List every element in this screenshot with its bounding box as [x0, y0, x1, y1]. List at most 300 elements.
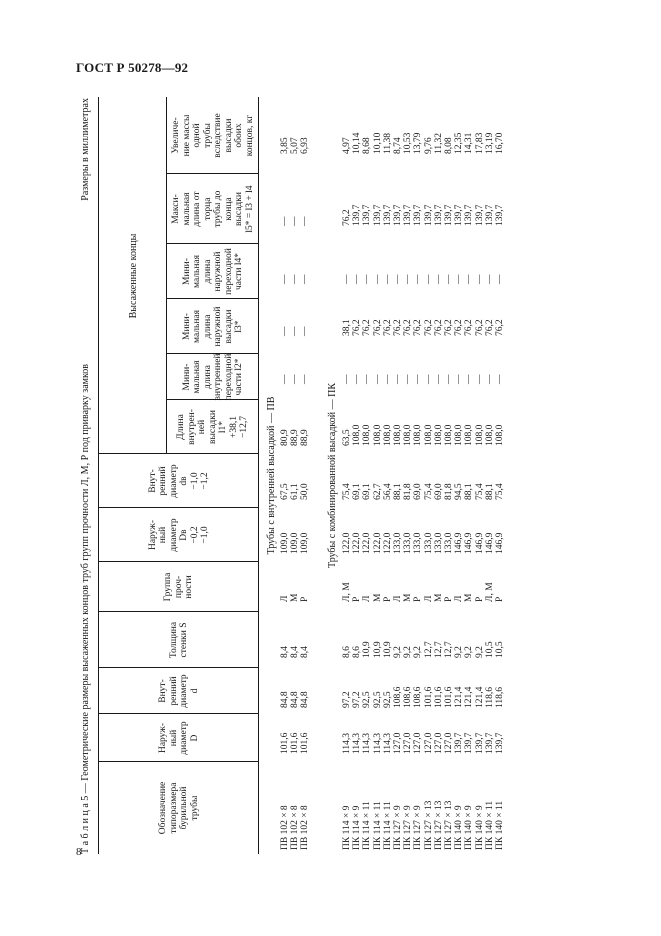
header-line: наружной [213, 306, 223, 347]
header-line: высадки [223, 118, 234, 153]
cell-mass-increase: 10,10 [372, 132, 383, 154]
cell-min-outer-transition: — [300, 274, 311, 284]
table-caption: Т а б л и ц а 5 — Геометрические размеры высаженных концов труб групп прочности Л, М, Р под приварку замков [80, 363, 91, 854]
cell-min-inner-transition: — [474, 374, 485, 384]
header-line: Мини- [181, 313, 192, 340]
cell-upset-outer: 122,0 [372, 532, 383, 554]
upset-ends-group-header: Высаженные концы [127, 233, 139, 319]
cell-min-outer-transition: — [495, 274, 505, 284]
cell-max-len: 139,7 [382, 204, 393, 226]
cell-group: М [372, 593, 383, 602]
cell-inner-d: 84,8 [280, 691, 290, 708]
cell-min-inner-transition: — [352, 374, 363, 384]
header-line: Макси- [171, 194, 181, 224]
header-line: высадки [207, 410, 218, 444]
cell-outer-d: 101,6 [300, 732, 311, 754]
table-row [413, 97, 423, 854]
cell-max-len: 139,7 [393, 204, 403, 226]
cell-min-outer-transition: — [423, 274, 434, 284]
cell-inner-d: 108,6 [403, 686, 414, 708]
header-line: торца [202, 197, 213, 221]
cell-wall: 8,6 [342, 646, 352, 658]
cell-wall: 10,9 [382, 641, 393, 658]
cell-wall: 9,2 [474, 646, 485, 658]
cell-upset-inner: 69,0 [433, 483, 444, 500]
cell-designation: ПВ 102 × 8 [300, 805, 311, 850]
cell-wall: 9,2 [464, 646, 475, 658]
cell-min-outer-transition: — [352, 274, 363, 284]
cell-designation: ПК 127 × 13 [423, 800, 434, 850]
cell-wall: 8,4 [280, 646, 290, 658]
cell-min-outer-upset: 76,2 [362, 319, 373, 336]
header-line: переходной [223, 248, 234, 295]
header-line: Наруж- [147, 519, 158, 551]
cell-group: Л [280, 595, 290, 602]
cell-upset-inner: 69,1 [352, 483, 363, 500]
header-line: ренний [158, 466, 168, 496]
cell-inner-d: 121,4 [454, 686, 465, 708]
cell-min-inner-transition: — [372, 374, 383, 384]
rotated-table-frame [80, 97, 600, 854]
cell-inner-len: 108,0 [464, 424, 475, 446]
header-line: l3* [234, 320, 244, 333]
cell-upset-inner: 81,8 [403, 483, 414, 500]
cell-inner-d: 118,6 [495, 686, 505, 708]
cell-inner-d: 101,6 [444, 686, 454, 708]
table-row [403, 97, 413, 854]
header-line: высадки [234, 192, 244, 226]
cell-group: Л [393, 595, 403, 602]
cell-upset-inner: 75,4 [342, 483, 352, 500]
cell-inner-d: 97,2 [352, 691, 363, 708]
cell-min-outer-upset: 76,2 [372, 319, 383, 336]
cell-upset-outer: 109,0 [280, 532, 290, 554]
cell-group: М [290, 593, 301, 602]
header-line: трубы до [213, 190, 223, 228]
cell-max-len: 139,7 [464, 204, 475, 226]
cell-mass-increase: 8,08 [444, 137, 454, 154]
table-row [454, 97, 464, 854]
table-row [424, 97, 434, 854]
cell-min-outer-upset: — [280, 326, 290, 336]
header-line: Внут- [147, 469, 158, 493]
header-line: диаметр [179, 674, 189, 708]
cell-wall: 12,7 [444, 641, 454, 658]
cell-outer-d: 139,7 [474, 732, 485, 754]
cell-min-outer-transition: — [290, 274, 301, 284]
cell-outer-d: 114,3 [382, 732, 393, 754]
cell-group: Р [413, 596, 424, 602]
cell-min-inner-transition: — [484, 374, 495, 384]
header-line: части l2* [234, 358, 244, 396]
header-line: трубы [189, 795, 200, 821]
cell-designation: ПК 140 × 11 [484, 800, 495, 850]
header-wall [100, 612, 258, 668]
cell-upset-outer: 133,0 [403, 532, 414, 554]
cell-inner-d: 121,4 [464, 686, 475, 708]
header-line: длина [202, 259, 213, 284]
header-line: бурильной [179, 786, 189, 830]
cell-min-outer-upset: — [290, 326, 301, 336]
table-row [373, 97, 383, 854]
header-line: Группа [163, 572, 174, 602]
page-number: 8 [76, 846, 82, 858]
cell-max-len: — [290, 216, 301, 226]
units-note: Размеры в миллиметрах [80, 98, 91, 201]
cell-outer-d: 127,0 [393, 732, 403, 754]
cell-min-inner-transition: — [464, 374, 475, 384]
cell-upset-inner: 88,1 [484, 483, 495, 500]
cell-min-outer-upset: 76,2 [403, 319, 414, 336]
header-line: −0,2 [189, 526, 200, 544]
cell-min-outer-upset: 76,2 [433, 319, 444, 336]
cell-mass-increase: 13,19 [484, 132, 495, 154]
cell-upset-inner: 69,1 [362, 483, 373, 500]
header-line: −1,0 [200, 526, 210, 544]
cell-upset-outer: 146,9 [464, 532, 475, 554]
cell-mass-increase: 6,93 [300, 137, 311, 154]
cell-max-len: 139,7 [474, 204, 485, 226]
cell-inner-len: 88,9 [290, 429, 301, 446]
cell-inner-d: 92,5 [382, 691, 393, 708]
cell-upset-outer: 146,9 [484, 532, 495, 554]
cell-inner-d: 92,5 [372, 691, 383, 708]
table-row [444, 97, 454, 854]
cell-designation: ПК 127 × 13 [433, 800, 444, 850]
table-row [464, 97, 474, 854]
cell-inner-len: 108,0 [484, 424, 495, 446]
table-row [383, 97, 393, 854]
cell-mass-increase: 11,38 [382, 132, 393, 154]
cell-wall: 10,9 [362, 641, 373, 658]
table-row [393, 97, 403, 854]
header-line: конца [223, 197, 234, 221]
cell-group: Р [300, 596, 311, 602]
cell-upset-inner: 88,1 [464, 483, 475, 500]
cell-max-len: 139,7 [352, 204, 363, 226]
cell-inner-len: 108,0 [413, 424, 424, 446]
cell-inner-d: 101,6 [433, 686, 444, 708]
cell-min-outer-transition: — [280, 274, 290, 284]
cell-designation: ПК 114 × 11 [362, 801, 373, 850]
table-top-rule [98, 97, 99, 854]
cell-outer-d: 114,3 [352, 732, 363, 754]
cell-inner-len: 108,0 [352, 424, 363, 446]
header-line: наружной [213, 251, 223, 292]
cell-group: Л [362, 595, 373, 602]
header-group [100, 562, 258, 612]
cell-max-len: 139,7 [433, 204, 444, 226]
cell-upset-inner: 69,0 [413, 483, 424, 500]
cell-inner-d: 108,6 [393, 686, 403, 708]
cell-min-inner-transition: — [454, 374, 465, 384]
cell-min-outer-upset: 76,2 [454, 319, 465, 336]
cell-upset-outer: 133,0 [444, 532, 454, 554]
header-line: +38,1 [228, 416, 239, 438]
cell-mass-increase: 14,31 [464, 132, 475, 154]
cell-designation: ПК 114 × 11 [372, 801, 383, 850]
header-designation [100, 762, 258, 854]
cell-max-len: 139,7 [403, 204, 414, 226]
cell-inner-len: 108,0 [393, 424, 403, 446]
cell-min-outer-upset: 76,2 [423, 319, 434, 336]
cell-min-outer-transition: — [362, 274, 373, 284]
cell-upset-inner: 94,5 [454, 483, 465, 500]
header-line: диаметр [168, 464, 179, 498]
cell-outer-d: 127,0 [413, 732, 424, 754]
cell-designation: ПК 140 × 11 [495, 800, 505, 850]
cell-upset-outer: 109,0 [300, 532, 311, 554]
cell-designation: ПК 114 × 11 [382, 801, 393, 850]
cell-mass-increase: 10,14 [352, 132, 363, 154]
cell-designation: ПК 127 × 13 [444, 800, 454, 850]
cell-inner-len: 63,5 [342, 429, 352, 446]
cell-upset-inner: 88,1 [393, 483, 403, 500]
document-header: ГОСТ Р 50278—92 [76, 60, 189, 75]
cell-upset-inner: 50,0 [300, 483, 311, 500]
cell-min-inner-transition: — [403, 374, 414, 384]
cell-max-len: 139,7 [444, 204, 454, 226]
cell-mass-increase: 17,83 [474, 132, 485, 154]
cell-outer-d: 114,3 [362, 732, 373, 754]
cell-group: М [433, 593, 444, 602]
table-row [342, 97, 352, 854]
cell-min-outer-upset: 38,1 [342, 319, 352, 336]
header-line: длина [202, 365, 213, 389]
header-line: переходной [223, 353, 234, 401]
cell-inner-d: 101,6 [423, 686, 434, 708]
cell-wall: 12,7 [423, 641, 434, 658]
cell-upset-outer: 133,0 [393, 532, 403, 554]
header-max-len [168, 174, 258, 244]
header-line: длина [202, 314, 213, 339]
header-line: ние массы [181, 114, 192, 157]
table-row [434, 97, 444, 854]
cell-inner-len: 88,9 [300, 429, 311, 446]
cell-max-len: 76,2 [342, 209, 352, 226]
cell-min-outer-upset: 76,2 [484, 319, 495, 336]
cell-mass-increase: 4,97 [342, 137, 352, 154]
cell-group: М [403, 593, 414, 602]
cell-upset-inner: 81,8 [444, 483, 454, 500]
header-line: −1,0 [189, 472, 200, 490]
cell-wall: 9,2 [403, 646, 414, 658]
cell-designation: ПК 114 × 9 [342, 805, 352, 850]
cell-min-inner-transition: — [495, 374, 505, 384]
table-row [362, 97, 372, 854]
header-min-inner-transition [168, 354, 258, 400]
cell-outer-d: 101,6 [290, 732, 301, 754]
cell-min-outer-upset: 76,2 [352, 319, 363, 336]
cell-wall: 9,2 [413, 646, 424, 658]
cell-inner-len: 108,0 [444, 424, 454, 446]
cell-mass-increase: 8,74 [393, 137, 403, 154]
header-inner-d [100, 668, 258, 714]
cell-inner-len: 108,0 [382, 424, 393, 446]
cell-outer-d: 114,3 [342, 732, 352, 754]
cell-min-inner-transition: — [362, 374, 373, 384]
cell-max-len: — [300, 216, 311, 226]
header-line: проч- [173, 575, 184, 599]
cell-inner-len: 108,0 [423, 424, 434, 446]
cell-mass-increase: 3,85 [280, 137, 290, 154]
cell-upset-outer: 122,0 [352, 532, 363, 554]
cell-upset-inner: 75,4 [474, 483, 485, 500]
cell-upset-outer: 122,0 [362, 532, 373, 554]
cell-outer-d: 101,6 [280, 732, 290, 754]
cell-upset-outer: 146,9 [474, 532, 485, 554]
cell-min-outer-upset: 76,2 [382, 319, 393, 336]
table-row [280, 97, 290, 854]
cell-designation: ПВ 102 × 8 [290, 805, 301, 850]
cell-min-outer-transition: — [403, 274, 414, 284]
cell-max-len: 139,7 [484, 204, 495, 226]
cell-upset-inner: 67,5 [280, 483, 290, 500]
cell-inner-len: 108,0 [362, 424, 373, 446]
cell-min-outer-transition: — [474, 274, 485, 284]
cell-group: Л, М [342, 582, 352, 602]
cell-upset-outer: 133,0 [423, 532, 434, 554]
table-row [495, 97, 505, 854]
header-line: d [189, 688, 200, 694]
header-line: ней [197, 419, 208, 435]
cell-upset-outer: 122,0 [382, 532, 393, 554]
cell-min-outer-transition: — [393, 274, 403, 284]
cell-min-outer-upset: 76,2 [495, 319, 505, 336]
cell-min-inner-transition: — [413, 374, 424, 384]
cell-wall: 10,9 [372, 641, 383, 658]
header-line: длина от [192, 191, 202, 227]
header-line: ренний [168, 676, 179, 706]
group-rule [166, 97, 167, 454]
cell-group: Р [352, 596, 363, 602]
cell-inner-len: 108,0 [433, 424, 444, 446]
cell-upset-outer: 122,0 [342, 532, 352, 554]
cell-inner-len: 108,0 [495, 424, 505, 446]
header-line: типоразмера [168, 782, 179, 834]
header-line: ный [168, 729, 179, 747]
cell-mass-increase: 13,79 [413, 132, 424, 154]
header-line: мальная [192, 255, 202, 288]
table-row [475, 97, 485, 854]
cell-max-len: 139,7 [495, 204, 505, 226]
cell-mass-increase: 12,35 [454, 132, 465, 154]
cell-inner-d: 118,6 [484, 686, 495, 708]
header-line: D [189, 734, 200, 742]
cell-upset-inner: 75,4 [423, 483, 434, 500]
header-line: Обозначение [158, 781, 168, 835]
header-min-outer-transition [168, 244, 258, 299]
cell-outer-d: 139,7 [484, 732, 495, 754]
cell-mass-increase: 16,70 [495, 132, 505, 154]
cell-min-outer-upset: 76,2 [464, 319, 475, 336]
header-line: Мини- [181, 258, 192, 285]
cell-mass-increase: 8,68 [362, 137, 373, 154]
cell-wall: 12,7 [433, 641, 444, 658]
header-line: вследствие [213, 113, 223, 158]
cell-min-outer-upset: 76,2 [444, 319, 454, 336]
header-line: внутренней [213, 353, 223, 401]
cell-mass-increase: 11,32 [433, 132, 444, 154]
cell-min-inner-transition: — [444, 374, 454, 384]
header-line: внутрен- [186, 409, 197, 445]
header-line: Внут- [158, 679, 168, 703]
cell-designation: ПК 114 × 9 [352, 805, 363, 850]
cell-mass-increase: 10,53 [403, 132, 414, 154]
cell-inner-len: 108,0 [403, 424, 414, 446]
cell-upset-outer: 146,9 [495, 532, 505, 554]
cell-min-inner-transition: — [393, 374, 403, 384]
cell-designation: ПК 140 × 9 [464, 805, 475, 850]
cell-inner-d: 84,8 [290, 691, 301, 708]
header-line: трубы [202, 123, 213, 148]
header-line: dв [179, 476, 189, 486]
header-bottom-rule [258, 97, 259, 854]
header-line: части l4* [234, 253, 244, 290]
cell-max-len: 139,7 [423, 204, 434, 226]
cell-designation: ПК 127 × 9 [413, 805, 424, 850]
header-line: ный [158, 526, 168, 544]
cell-min-outer-transition: — [464, 274, 475, 284]
cell-min-outer-transition: — [484, 274, 495, 284]
cell-inner-d: 84,8 [300, 691, 311, 708]
cell-max-len: — [280, 216, 290, 226]
cell-group: Л, М [484, 582, 495, 602]
header-line: Толщина [168, 621, 179, 659]
cell-outer-d: 139,7 [495, 732, 505, 754]
table-row [300, 97, 310, 854]
cell-min-outer-upset: 76,2 [413, 319, 424, 336]
cell-wall: 9,2 [393, 646, 403, 658]
cell-min-outer-transition: — [433, 274, 444, 284]
header-line: l1* [218, 420, 229, 434]
cell-outer-d: 114,3 [372, 732, 383, 754]
cell-mass-increase: 5,07 [290, 137, 301, 154]
section-title-pv: Трубы с внутренней высадкой — ПВ [266, 396, 277, 555]
cell-max-len: 139,7 [372, 204, 383, 226]
header-line: Увеличе- [171, 117, 181, 154]
header-line: обоих [234, 123, 244, 148]
cell-max-len: 139,7 [454, 204, 465, 226]
header-line: одной [192, 123, 202, 148]
header-line: −1,2 [200, 472, 210, 490]
header-line: Dв [179, 529, 189, 541]
header-outer-d [100, 714, 258, 762]
cell-designation: ПК 127 × 9 [403, 805, 414, 850]
cell-inner-len: 108,0 [454, 424, 465, 446]
cell-inner-d: 92,5 [362, 691, 373, 708]
cell-inner-len: 80,9 [280, 429, 290, 446]
cell-outer-d: 127,0 [444, 732, 454, 754]
cell-min-outer-upset: 76,2 [393, 319, 403, 336]
cell-inner-len: 108,0 [372, 424, 383, 446]
cell-min-outer-transition: — [342, 274, 352, 284]
cell-outer-d: 127,0 [433, 732, 444, 754]
cell-min-inner-transition: — [290, 374, 301, 384]
cell-upset-inner: 75,4 [495, 483, 505, 500]
cell-inner-d: 108,6 [413, 686, 424, 708]
cell-upset-outer: 146,9 [454, 532, 465, 554]
cell-min-inner-transition: — [433, 374, 444, 384]
cell-group: Л [454, 595, 465, 602]
cell-upset-inner: 61,1 [290, 483, 301, 500]
header-line: мальная [192, 360, 202, 394]
cell-wall: 8,4 [290, 646, 301, 658]
header-min-outer-upset [168, 299, 258, 354]
cell-outer-d: 127,0 [423, 732, 434, 754]
cell-inner-d: 121,4 [474, 686, 485, 708]
cell-group: Р [495, 596, 505, 602]
